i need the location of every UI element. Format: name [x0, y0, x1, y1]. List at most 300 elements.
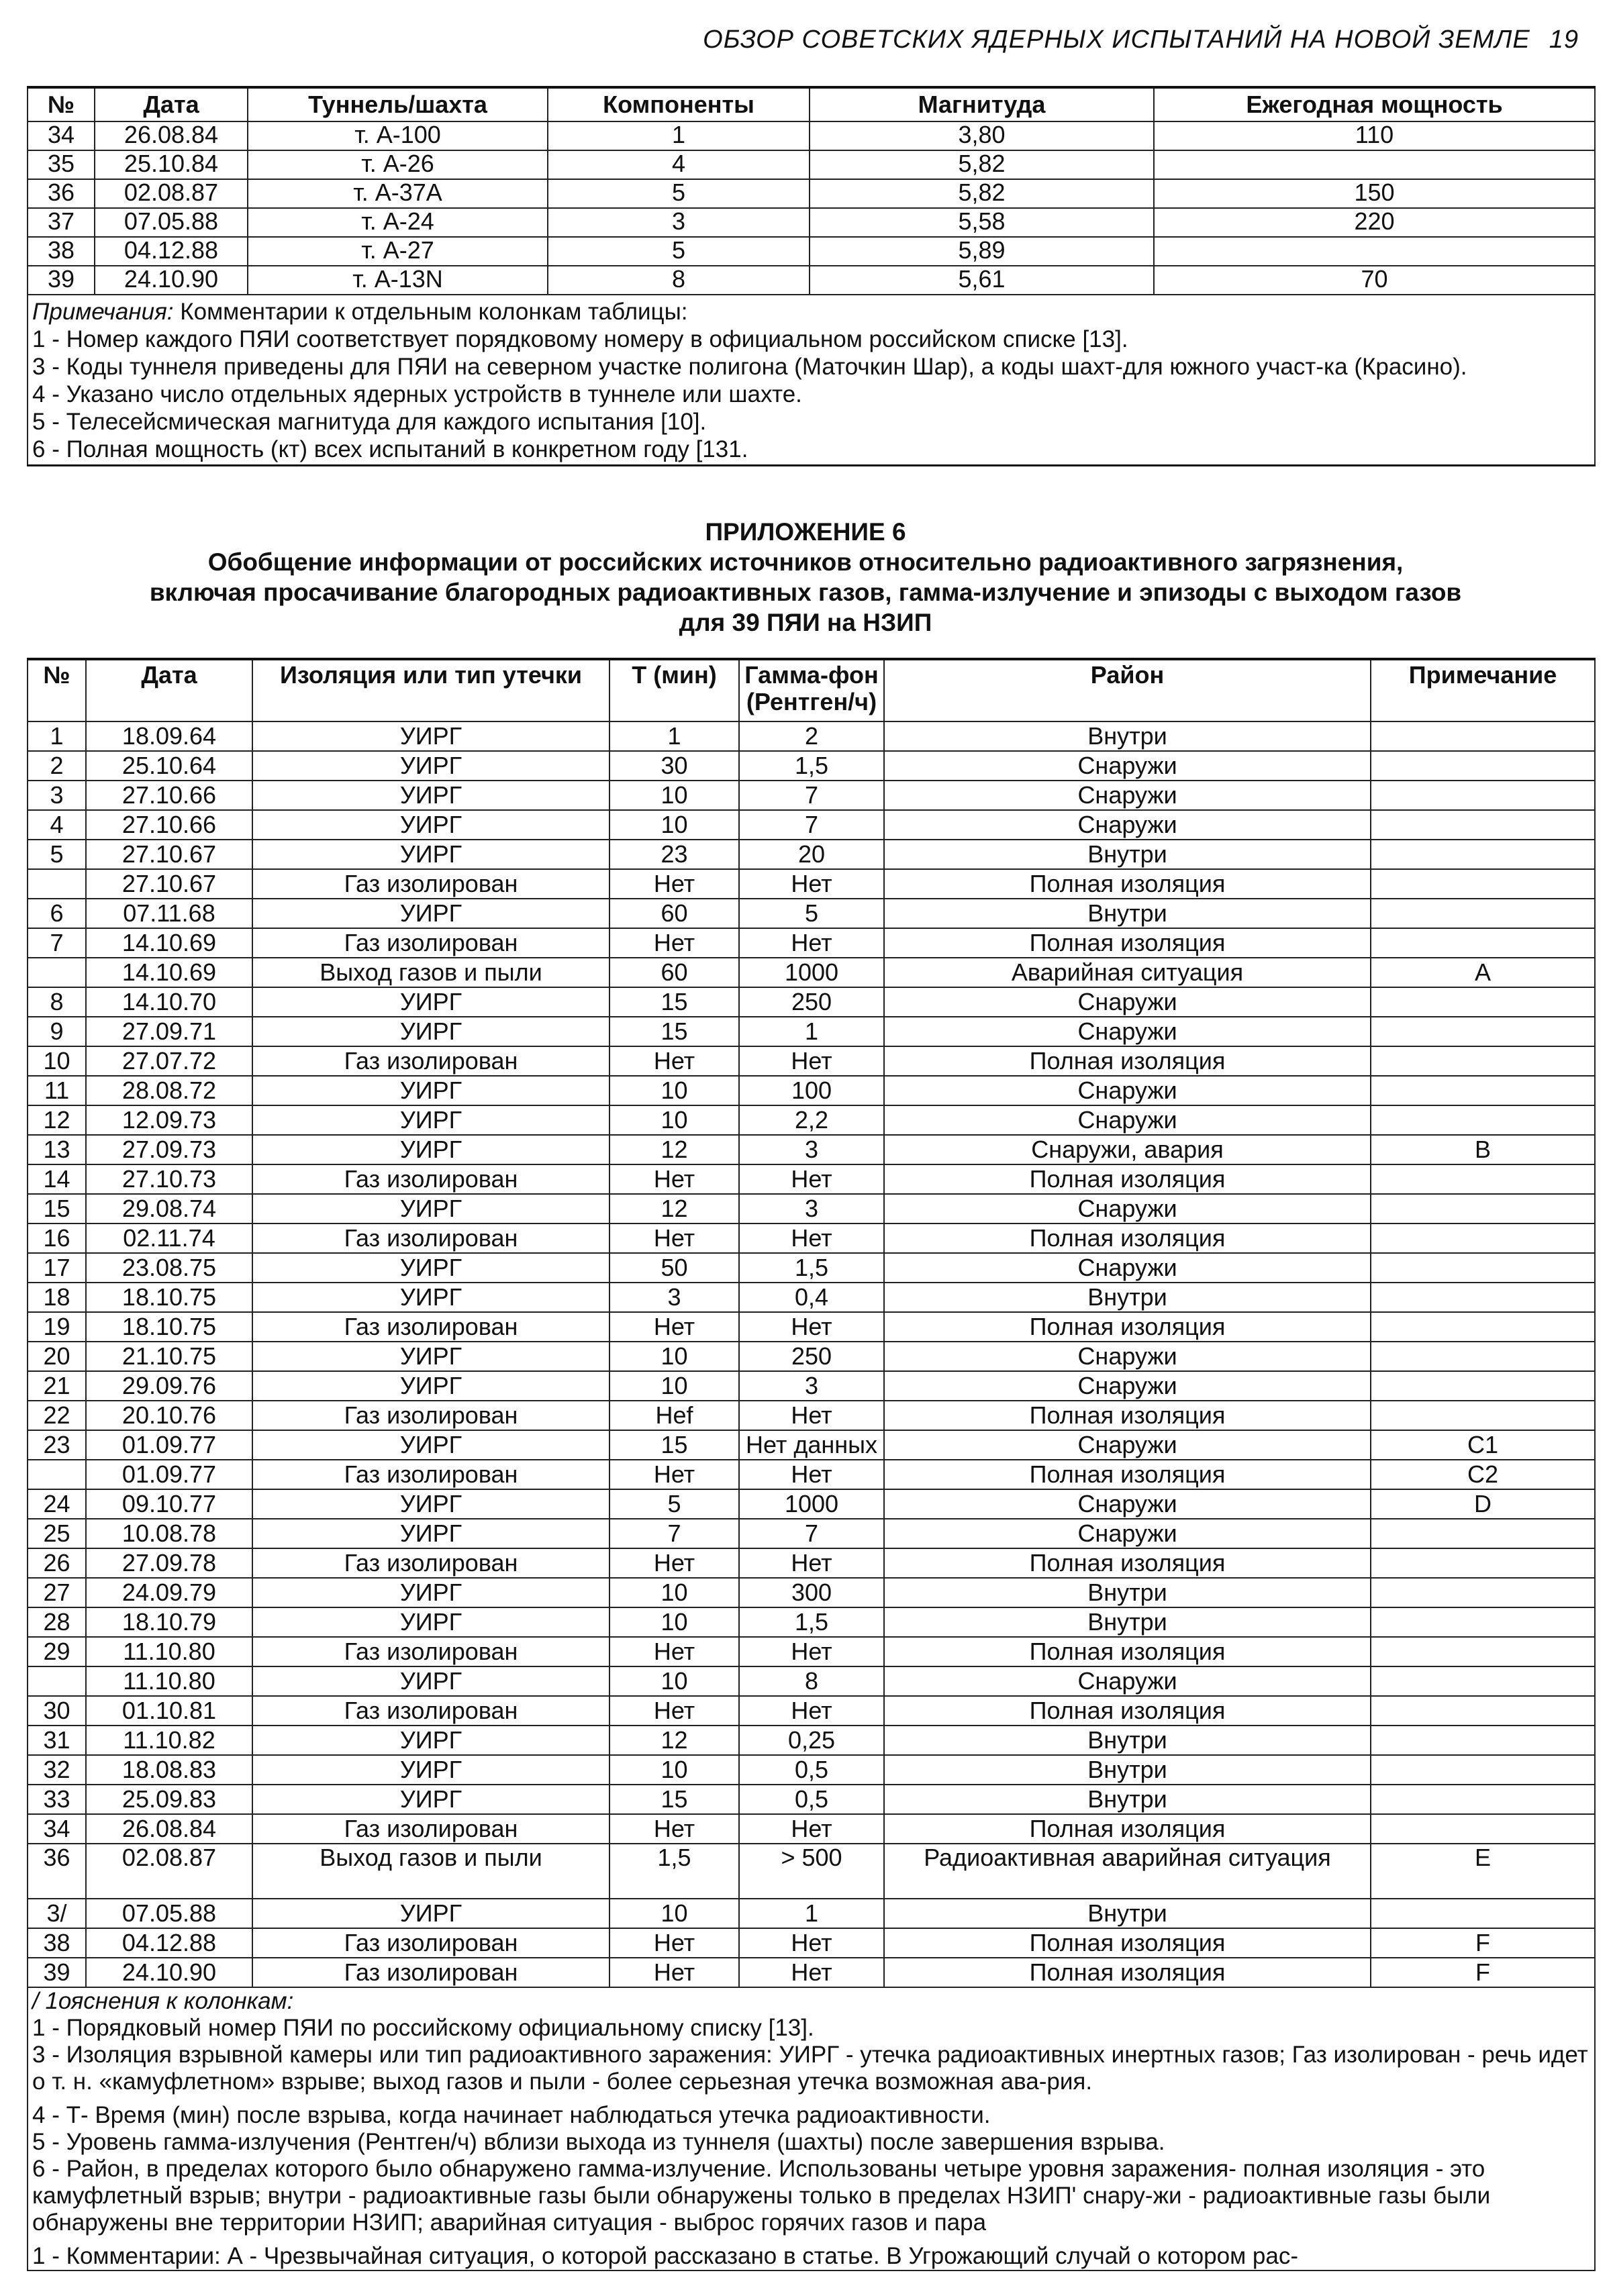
table-cell: Нет: [739, 1928, 884, 1958]
table-cell: [1371, 1194, 1595, 1224]
table-cell: 27.10.67: [86, 840, 252, 869]
table-cell: 18.10.75: [86, 1312, 252, 1342]
table-cell: Нет: [739, 1696, 884, 1726]
table-cell: [1371, 1253, 1595, 1283]
table-row: [28, 150, 1595, 179]
table-cell: Газ изолирован: [252, 1224, 609, 1253]
table-cell: 12.09.73: [86, 1105, 252, 1135]
table-cell: [1371, 1046, 1595, 1076]
table-cell: 10: [609, 1371, 739, 1401]
table-cell: Полная изоляция: [884, 1046, 1371, 1076]
table-cell: 24: [28, 1489, 86, 1519]
table-cell: [1371, 1785, 1595, 1814]
table-cell: Снаружи: [884, 1253, 1371, 1283]
note-item: 1 - Комментарии: А - Чрезвычайная ситуация, о которой рассказано в статье. В Угрожающий случай о котором рас-: [32, 2243, 1298, 2269]
table-row: [28, 1401, 1595, 1430]
table-cell: Полная изоляция: [884, 1224, 1371, 1253]
table-cell: Газ изолирован: [252, 1401, 609, 1430]
table-cell: Полная изоляция: [884, 1460, 1371, 1489]
table-cell: C1: [1371, 1430, 1595, 1460]
table-row: [28, 987, 1595, 1017]
table-cell: 14.10.70: [86, 987, 252, 1017]
table-cell: 4: [548, 150, 810, 179]
table-cell: 34: [28, 1814, 86, 1844]
table-cell: 220: [1154, 208, 1595, 237]
table-cell: Нет: [609, 1460, 739, 1489]
table-cell: Нет: [609, 1224, 739, 1253]
table-row: [28, 1548, 1595, 1578]
table-cell: [1154, 150, 1595, 179]
table-cell: 01.09.77: [86, 1460, 252, 1489]
table-cell: Внутри: [884, 1726, 1371, 1755]
table-cell: 01.09.77: [86, 1430, 252, 1460]
table-cell: 7: [28, 928, 86, 958]
table-cell: 7: [609, 1519, 739, 1548]
table-cell: Внутри: [884, 1578, 1371, 1607]
column-header: Магнитуда: [810, 87, 1154, 121]
table-cell: Внутри: [884, 1607, 1371, 1637]
table-cell: [1371, 1607, 1595, 1637]
table-cell: Полная изоляция: [884, 1958, 1371, 1987]
table-cell: 250: [739, 1342, 884, 1371]
table-cell: Снаружи: [884, 1194, 1371, 1224]
table-cell: 11.10.82: [86, 1726, 252, 1755]
table-row: [28, 1342, 1595, 1371]
table-cell: 27.10.66: [86, 781, 252, 810]
table-cell: УИРГ: [252, 1489, 609, 1519]
table-cell: [1371, 1105, 1595, 1135]
table-cell: 31: [28, 1726, 86, 1755]
table-cell: 19: [28, 1312, 86, 1342]
table-row: [28, 1637, 1595, 1666]
table-cell: > 500: [739, 1844, 884, 1899]
table-cell: УИРГ: [252, 1371, 609, 1401]
table-cell: 2: [28, 751, 86, 781]
table-cell: 70: [1154, 266, 1595, 295]
table-cell: 38: [28, 1928, 86, 1958]
table-cell: 24.09.79: [86, 1578, 252, 1607]
table-cell: 7: [739, 810, 884, 840]
table-row: [28, 751, 1595, 781]
table-cell: Нет: [739, 1401, 884, 1430]
table-cell: 14.10.69: [86, 958, 252, 987]
table-cell: 3,80: [810, 121, 1154, 150]
table-cell: 9: [28, 1017, 86, 1046]
table-cell: Снаружи: [884, 1489, 1371, 1519]
table-cell: Внутри: [884, 1899, 1371, 1928]
table-cell: 15: [609, 987, 739, 1017]
table-cell: 1: [28, 721, 86, 751]
table-cell: 22: [28, 1401, 86, 1430]
column-header: Дата: [86, 659, 252, 721]
table-cell: Снаружи: [884, 1342, 1371, 1371]
table-cell: 5: [28, 840, 86, 869]
column-header: Гамма-фон (Рентген/ч): [739, 659, 884, 721]
table-cell: [1371, 840, 1595, 869]
table-cell: 8: [739, 1666, 884, 1696]
table-cell: Полная изоляция: [884, 1312, 1371, 1342]
table-cell: 10: [609, 1076, 739, 1105]
table-cell: 0,4: [739, 1283, 884, 1312]
table-row: [28, 1076, 1595, 1105]
table-cell: 23: [609, 840, 739, 869]
column-header: №: [28, 87, 95, 121]
table-cell: [1371, 1342, 1595, 1371]
table-cell: [28, 1460, 86, 1489]
table-cell: 18.10.75: [86, 1283, 252, 1312]
table-cell: 21.10.75: [86, 1342, 252, 1371]
table-cell: 09.10.77: [86, 1489, 252, 1519]
table-cell: [1371, 1519, 1595, 1548]
table-cell: Снаружи: [884, 810, 1371, 840]
contamination-table: [27, 658, 1596, 2271]
table-cell: Нет: [609, 1046, 739, 1076]
table-row: [28, 1164, 1595, 1194]
table-cell: 10: [609, 1607, 739, 1637]
table-cell: 7: [739, 781, 884, 810]
table-cell: УИРГ: [252, 1607, 609, 1637]
table-cell: Газ изолирован: [252, 1696, 609, 1726]
table-cell: УИРГ: [252, 781, 609, 810]
table-cell: D: [1371, 1489, 1595, 1519]
table-row: [28, 1460, 1595, 1489]
table-cell: УИРГ: [252, 899, 609, 928]
table-row: [28, 1899, 1595, 1928]
table-cell: Нет: [609, 928, 739, 958]
table-cell: [1371, 1755, 1595, 1785]
table-cell: УИРГ: [252, 1076, 609, 1105]
table-cell: 1000: [739, 1489, 884, 1519]
table-cell: т. А-26: [248, 150, 548, 179]
table-cell: т. А-100: [248, 121, 548, 150]
table-cell: Внутри: [884, 840, 1371, 869]
table-cell: Нет: [739, 1958, 884, 1987]
table-cell: 8: [28, 987, 86, 1017]
table-cell: 30: [28, 1696, 86, 1726]
table-cell: Нет: [609, 1312, 739, 1342]
table-cell: 29.08.74: [86, 1194, 252, 1224]
table-cell: 15: [609, 1017, 739, 1046]
table-cell: [1371, 869, 1595, 899]
table-cell: 10: [609, 781, 739, 810]
table-cell: [1371, 1401, 1595, 1430]
table-cell: 14: [28, 1164, 86, 1194]
table-cell: 39: [28, 1958, 86, 1987]
table-cell: УИРГ: [252, 810, 609, 840]
table-cell: УИРГ: [252, 1017, 609, 1046]
table-cell: 27.10.73: [86, 1164, 252, 1194]
table-cell: 12: [609, 1194, 739, 1224]
table-row: [28, 810, 1595, 840]
table-cell: 35: [28, 150, 95, 179]
note-item: 1 - Номер каждого ПЯИ соответствует порядковому номеру в официальном российском списке [13].: [32, 326, 1128, 352]
table-cell: Нет: [739, 1046, 884, 1076]
table-cell: 1,5: [739, 1607, 884, 1637]
table-cell: 2: [739, 721, 884, 751]
appendix-title-line: для 39 ПЯИ на НЗИП: [679, 609, 932, 636]
table-row: [28, 1726, 1595, 1755]
table-cell: F: [1371, 1928, 1595, 1958]
table-cell: Нет: [739, 1637, 884, 1666]
column-header: Район: [884, 659, 1371, 721]
table-cell: УИРГ: [252, 1105, 609, 1135]
table-cell: 21: [28, 1371, 86, 1401]
table-cell: Газ изолирован: [252, 1637, 609, 1666]
note-item: 4 - Т- Время (мин) после взрыва, когда начинает наблюдаться утечка радиоактивности.: [32, 2102, 991, 2128]
table-cell: 1: [609, 721, 739, 751]
table-cell: 30: [609, 751, 739, 781]
table-cell: 12: [609, 1726, 739, 1755]
table-cell: УИРГ: [252, 751, 609, 781]
column-header: Туннель/шахта: [248, 87, 548, 121]
table-cell: 12: [609, 1135, 739, 1164]
note-item: 3 - Изоляция взрывной камеры или тип радиоактивного заражения: УИРГ - утечка радиоактивных инертных газов; Газ изолирован - речь идет о т. н. «камуфлетном» взрыве; выход газов и пыли - более серьезная утечка возможная ава-рия.: [32, 2042, 1588, 2095]
table-row: [28, 1844, 1595, 1899]
table-cell: УИРГ: [252, 721, 609, 751]
table-row: [28, 781, 1595, 810]
table-cell: Полная изоляция: [884, 1814, 1371, 1844]
table-cell: Нет: [739, 1460, 884, 1489]
table-cell: [1371, 1224, 1595, 1253]
table-cell: 11: [28, 1076, 86, 1105]
table-cell: 150: [1154, 179, 1595, 208]
table-cell: [1371, 1548, 1595, 1578]
table-cell: 100: [739, 1076, 884, 1105]
table-cell: 33: [28, 1785, 86, 1814]
note-item: 3 - Коды туннеля приведены для ПЯИ на северном участке полигона (Маточкин Шар), а коды шахт-для южного участ-ка (Красино).: [32, 354, 1467, 380]
table-cell: 1,5: [739, 1253, 884, 1283]
column-header: Примечание: [1371, 659, 1595, 721]
table-cell: 1,5: [609, 1844, 739, 1899]
table-notes: [28, 1987, 1595, 2270]
table-header-row: [28, 87, 1595, 121]
table-cell: т. А-27: [248, 237, 548, 266]
column-header: Изоляция или тип утечки: [252, 659, 609, 721]
table-cell: 1,5: [739, 751, 884, 781]
table-cell: 27: [28, 1578, 86, 1607]
table-cell: 5: [548, 179, 810, 208]
table-row: [28, 899, 1595, 928]
table-cell: 300: [739, 1578, 884, 1607]
table-cell: 250: [739, 987, 884, 1017]
table-cell: [1371, 1899, 1595, 1928]
table-cell: Снаружи: [884, 987, 1371, 1017]
table-cell: 18.08.83: [86, 1755, 252, 1785]
table-cell: 60: [609, 958, 739, 987]
table-row: [28, 1814, 1595, 1844]
table-cell: 10: [609, 1899, 739, 1928]
table-cell: Полная изоляция: [884, 1164, 1371, 1194]
table-cell: Снаружи: [884, 751, 1371, 781]
table-cell: Полная изоляция: [884, 869, 1371, 899]
table-cell: 39: [28, 266, 95, 295]
table-cell: [1371, 781, 1595, 810]
table-cell: 12: [28, 1105, 86, 1135]
table-cell: 10: [28, 1046, 86, 1076]
table-cell: 15: [28, 1194, 86, 1224]
table-cell: Газ изолирован: [252, 1814, 609, 1844]
table-cell: УИРГ: [252, 1785, 609, 1814]
table-cell: Газ изолирован: [252, 1164, 609, 1194]
table-cell: 38: [28, 237, 95, 266]
table-row: [28, 1519, 1595, 1548]
table-cell: 0,5: [739, 1755, 884, 1785]
table-cell: 5,82: [810, 150, 1154, 179]
note-item: 1 - Порядковый номер ПЯИ по российскому официальному списку [13].: [32, 2015, 814, 2041]
table-cell: 07.11.68: [86, 899, 252, 928]
table-cell: 10: [609, 1755, 739, 1785]
table-cell: 27.09.73: [86, 1135, 252, 1164]
column-header: №: [28, 659, 86, 721]
table-cell: Снаружи, авария: [884, 1135, 1371, 1164]
column-header: Ежегодная мощность: [1154, 87, 1595, 121]
table-cell: 1: [548, 121, 810, 150]
table-cell: 3: [548, 208, 810, 237]
table-cell: 27.07.72: [86, 1046, 252, 1076]
table-cell: УИРГ: [252, 1578, 609, 1607]
table-cell: 26.08.84: [95, 121, 248, 150]
table-cell: УИРГ: [252, 1194, 609, 1224]
table-cell: 7: [739, 1519, 884, 1548]
table-row: [28, 1194, 1595, 1224]
table-cell: 10: [609, 1666, 739, 1696]
table-cell: Снаружи: [884, 1076, 1371, 1105]
table-cell: УИРГ: [252, 1666, 609, 1696]
notes-title: Примечания:: [32, 299, 174, 325]
table-cell: Полная изоляция: [884, 1401, 1371, 1430]
table-cell: [1371, 1312, 1595, 1342]
table-cell: Газ изолирован: [252, 928, 609, 958]
table-cell: Внутри: [884, 1283, 1371, 1312]
table-cell: 15: [609, 1785, 739, 1814]
table-cell: 2,2: [739, 1105, 884, 1135]
table-row: [28, 1489, 1595, 1519]
table-cell: Выход газов и пыли: [252, 1844, 609, 1899]
table-row: [28, 1312, 1595, 1342]
table-cell: Аварийная ситуация: [884, 958, 1371, 987]
table-cell: Внутри: [884, 721, 1371, 751]
table-cell: 5: [548, 237, 810, 266]
table-cell: т. А-13N: [248, 266, 548, 295]
table-cell: 27.09.71: [86, 1017, 252, 1046]
page-header: [703, 26, 1579, 54]
table-cell: т. А-24: [248, 208, 548, 237]
table-cell: 02.11.74: [86, 1224, 252, 1253]
table-cell: Газ изолирован: [252, 1928, 609, 1958]
table-cell: [1371, 721, 1595, 751]
table-row: [28, 1755, 1595, 1785]
table-row: [28, 1283, 1595, 1312]
table-cell: Нет: [609, 1164, 739, 1194]
table-cell: Снаружи: [884, 1105, 1371, 1135]
tests-table-continuation: [27, 86, 1596, 466]
table-row: [28, 840, 1595, 869]
table-cell: 60: [609, 899, 739, 928]
table-cell: Нет: [609, 1928, 739, 1958]
table-cell: 10: [609, 1342, 739, 1371]
table-cell: 29.09.76: [86, 1371, 252, 1401]
table-cell: 07.05.88: [86, 1899, 252, 1928]
table-cell: 3: [739, 1371, 884, 1401]
table-cell: 4: [28, 810, 86, 840]
table-cell: Нет: [739, 928, 884, 958]
table-cell: [1371, 1814, 1595, 1844]
table-cell: [1371, 751, 1595, 781]
table-cell: Нет: [609, 1814, 739, 1844]
table-cell: [1371, 1164, 1595, 1194]
table-cell: Полная изоляция: [884, 1637, 1371, 1666]
table-cell: УИРГ: [252, 1342, 609, 1371]
table-cell: 5,89: [810, 237, 1154, 266]
table-cell: [28, 958, 86, 987]
table-cell: 23: [28, 1430, 86, 1460]
table-cell: Газ изолирован: [252, 1046, 609, 1076]
table-cell: 27.09.78: [86, 1548, 252, 1578]
table-cell: 26: [28, 1548, 86, 1578]
table-cell: 14.10.69: [86, 928, 252, 958]
table-row: [28, 1135, 1595, 1164]
table-cell: 26.08.84: [86, 1814, 252, 1844]
table-cell: 0,5: [739, 1785, 884, 1814]
table-cell: Нет данных: [739, 1430, 884, 1460]
table-cell: Снаружи: [884, 1519, 1371, 1548]
table-row: [28, 1785, 1595, 1814]
table-cell: 5,61: [810, 266, 1154, 295]
table-cell: [1371, 1696, 1595, 1726]
table-cell: Hef: [609, 1401, 739, 1430]
table-cell: 34: [28, 121, 95, 150]
table-cell: Снаружи: [884, 1666, 1371, 1696]
table-cell: Полная изоляция: [884, 1548, 1371, 1578]
table-cell: 28.08.72: [86, 1076, 252, 1105]
table-cell: 50: [609, 1253, 739, 1283]
table-cell: Газ изолирован: [252, 1312, 609, 1342]
table-cell: Радиоактивная аварийная ситуация: [884, 1844, 1371, 1899]
note-item: 4 - Указано число отдельных ядерных устройств в туннеле или шахте.: [32, 381, 802, 407]
table-cell: 27.10.66: [86, 810, 252, 840]
table-cell: УИРГ: [252, 1283, 609, 1312]
table-row: [28, 1666, 1595, 1696]
table-cell: [1371, 987, 1595, 1017]
table-cell: [1371, 1726, 1595, 1755]
table-cell: [1371, 899, 1595, 928]
table-cell: Газ изолирован: [252, 1958, 609, 1987]
table-cell: Выход газов и пыли: [252, 958, 609, 987]
table-cell: УИРГ: [252, 1755, 609, 1785]
table-cell: 110: [1154, 121, 1595, 150]
note-item: 6 - Район, в пределах которого было обнаружено гамма-излучение. Использованы четыре уровня заражения- полная изоляция - это камуфлетный взрыв; внутри - радиоактивные газы были обнаружены только в пределах НЗИП' снару-жи - радиоактивные газы были обнаружены вне территории НЗИП; аварийная ситуация - выброс горячих газов и пара: [32, 2156, 1491, 2236]
table-cell: Снаружи: [884, 1371, 1371, 1401]
table-row: [28, 1046, 1595, 1076]
table-cell: 1: [739, 1017, 884, 1046]
table-cell: УИРГ: [252, 1519, 609, 1548]
table-cell: 24.10.90: [95, 266, 248, 295]
table-row: [28, 208, 1595, 237]
table-cell: 3/: [28, 1899, 86, 1928]
table-cell: 04.12.88: [95, 237, 248, 266]
table-cell: Полная изоляция: [884, 1928, 1371, 1958]
table-cell: Полная изоляция: [884, 1696, 1371, 1726]
table-header-row: [28, 659, 1595, 721]
table-cell: 25.10.64: [86, 751, 252, 781]
column-header: Т (мин): [609, 659, 739, 721]
table-cell: 5,58: [810, 208, 1154, 237]
table-cell: Нет: [609, 1696, 739, 1726]
table-row: [28, 121, 1595, 150]
table-cell: 3: [739, 1135, 884, 1164]
table-cell: т. А-37А: [248, 179, 548, 208]
page-number: 19: [1549, 26, 1579, 54]
